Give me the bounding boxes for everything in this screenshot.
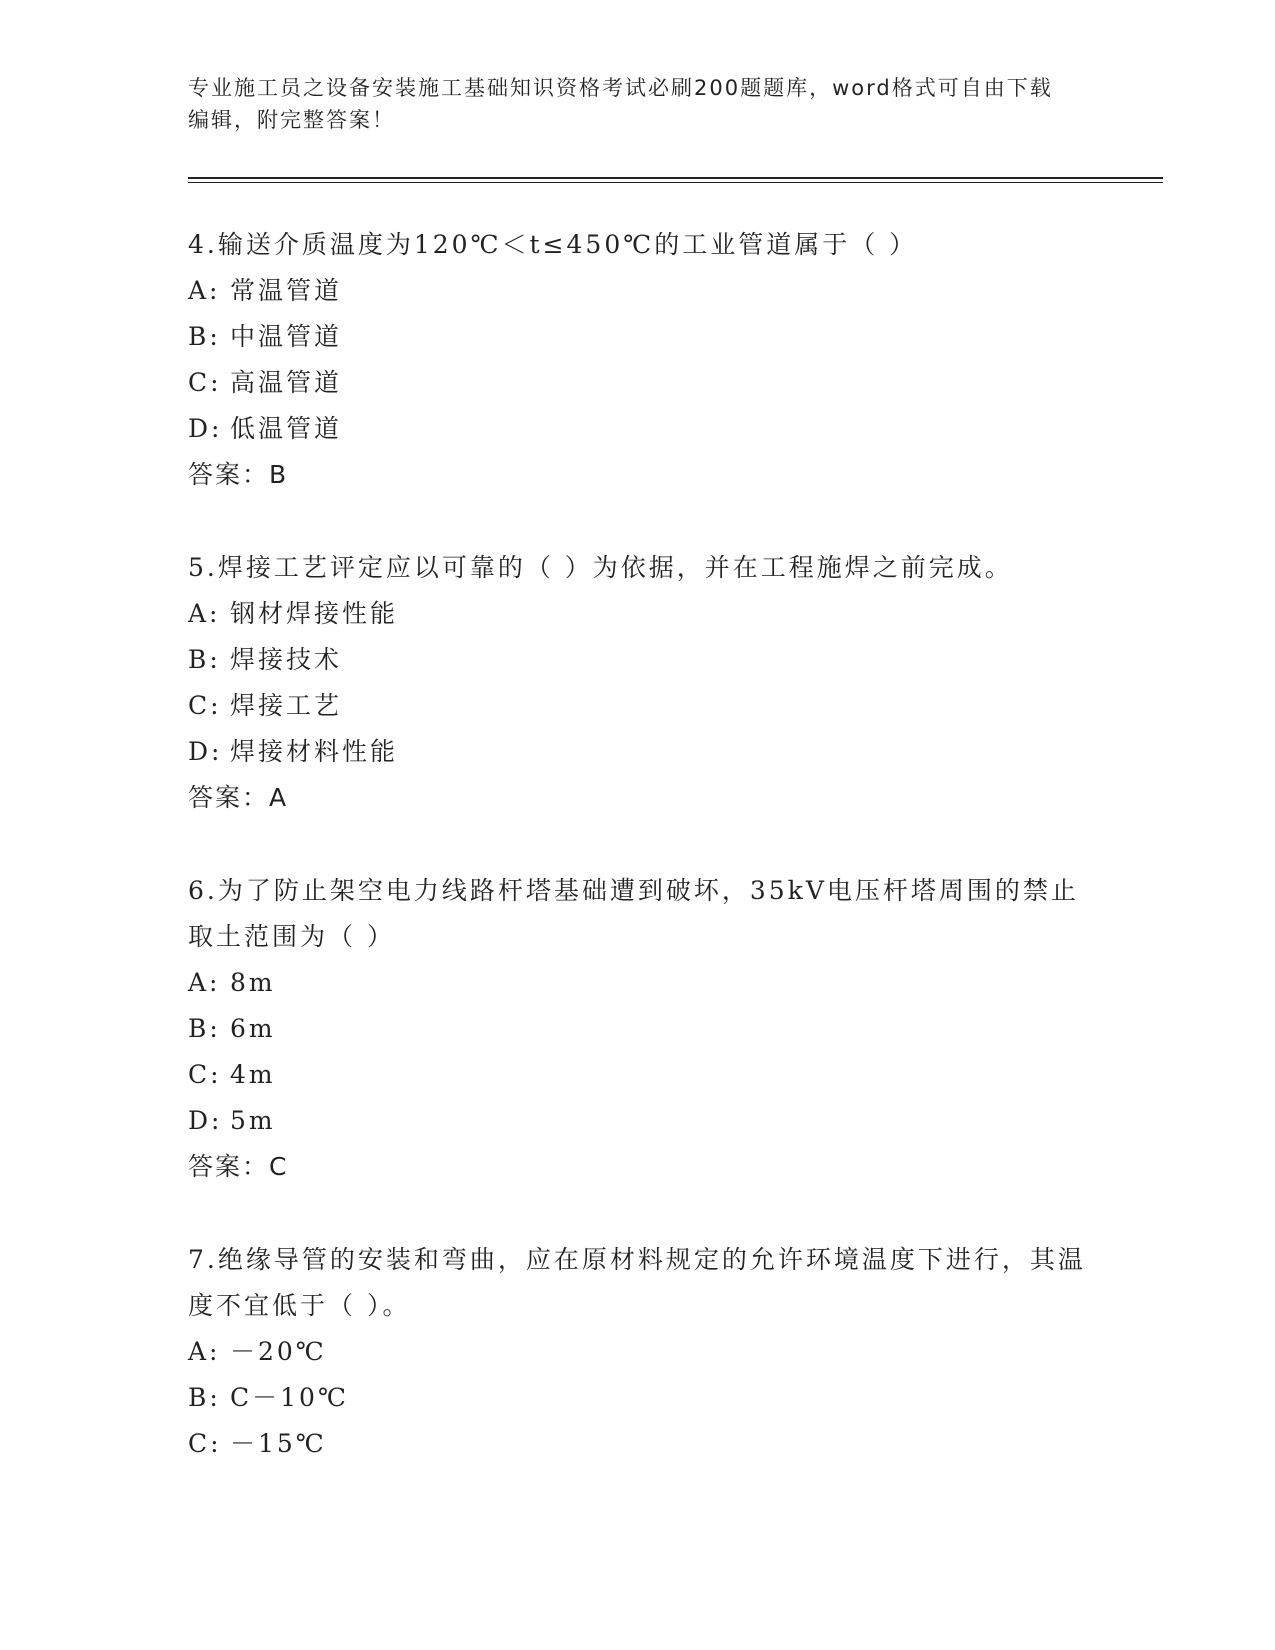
option-a <box>188 268 1088 314</box>
answer-label: 答案： <box>188 1152 270 1181</box>
answer-label: 答案： <box>188 783 270 812</box>
answer-value: A <box>269 783 289 812</box>
answer-value: B <box>269 460 289 489</box>
option-text: C－10℃ <box>230 1383 349 1412</box>
question-block <box>188 868 1088 1190</box>
option-text: 中温管道 <box>230 322 343 351</box>
option-letter: B: <box>188 1383 221 1412</box>
option-c <box>188 360 1088 406</box>
option-b <box>188 1375 1088 1421</box>
option-b <box>188 1006 1088 1052</box>
option-text: 6m <box>230 1014 276 1043</box>
option-d <box>188 729 1088 775</box>
option-letter: A: <box>188 599 221 628</box>
option-text: 高温管道 <box>230 368 343 397</box>
option-text: 4m <box>230 1060 276 1089</box>
question-stem: 7.绝缘导管的安装和弯曲，应在原材料规定的允许环境温度下进行，其温度不宜低于（ ）。 <box>188 1245 1086 1320</box>
option-letter: C: <box>188 1429 222 1458</box>
answer-line <box>188 1144 1088 1190</box>
option-text: 常温管道 <box>230 276 343 305</box>
option-text: －20℃ <box>230 1337 327 1366</box>
question-stem: 5.焊接工艺评定应以可靠的（ ）为依据，并在工程施焊之前完成。 <box>188 553 1013 582</box>
answer-label: 答案： <box>188 460 270 489</box>
option-text: 5m <box>230 1106 276 1135</box>
option-letter: B: <box>188 322 221 351</box>
option-c <box>188 1052 1088 1098</box>
option-text: 低温管道 <box>230 414 343 443</box>
option-text: －15℃ <box>230 1429 327 1458</box>
option-letter: D: <box>188 737 223 766</box>
option-text: 8m <box>230 968 276 997</box>
option-letter: C: <box>188 1060 222 1089</box>
header-divider-thin <box>188 182 1163 183</box>
question-stem: 6.为了防止架空电力线路杆塔基础遭到破坏，35kV电压杆塔周围的禁止取土范围为（ ） <box>188 876 1079 951</box>
option-letter: C: <box>188 691 222 720</box>
option-letter: B: <box>188 645 221 674</box>
option-a <box>188 591 1088 637</box>
answer-value: C <box>269 1152 289 1181</box>
option-letter: A: <box>188 276 221 305</box>
option-text: 焊接技术 <box>230 645 343 674</box>
question-block <box>188 1237 1088 1467</box>
header-divider <box>188 177 1163 179</box>
answer-line <box>188 775 1088 821</box>
option-c <box>188 1421 1088 1467</box>
question-block <box>188 545 1088 821</box>
option-text: 钢材焊接性能 <box>230 599 399 628</box>
document-header: 专业施工员之设备安装施工基础知识资格考试必刷200题题库，word格式可自由下载编辑，附完整答案！ <box>188 76 1053 132</box>
option-b <box>188 314 1088 360</box>
question-block <box>188 222 1088 498</box>
question-stem: 4.输送介质温度为120℃＜t≤450℃的工业管道属于（ ） <box>188 230 918 259</box>
option-a <box>188 960 1088 1006</box>
option-letter: B: <box>188 1014 221 1043</box>
option-letter: D: <box>188 1106 223 1135</box>
option-d <box>188 406 1088 452</box>
option-letter: C: <box>188 368 222 397</box>
option-letter: A: <box>188 1337 221 1366</box>
option-a <box>188 1329 1088 1375</box>
option-letter: D: <box>188 414 223 443</box>
option-c <box>188 683 1088 729</box>
option-text: 焊接工艺 <box>230 691 343 720</box>
option-d <box>188 1098 1088 1144</box>
option-letter: A: <box>188 968 221 997</box>
option-text: 焊接材料性能 <box>230 737 399 766</box>
option-b <box>188 637 1088 683</box>
answer-line <box>188 452 1088 498</box>
